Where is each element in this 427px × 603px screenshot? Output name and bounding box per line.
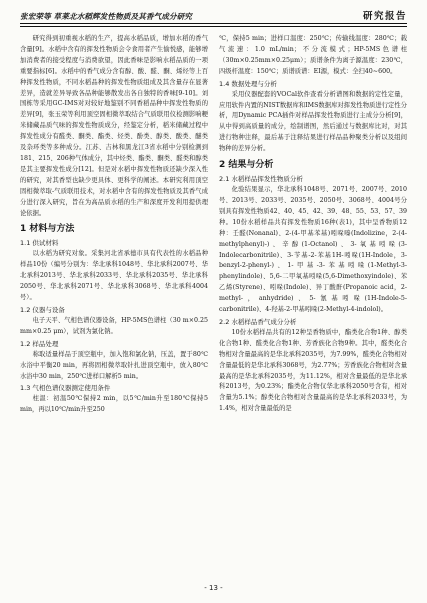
subsection-2-2-text: 10份水稻样品共有的12种呈香物质中，酯类化合物1种、醇类化合物1种、醛类化合物1种、芳香族化合物9种。其中，醛类化合物相对含量最高的是华北承科2035号，为7.99%，醛类化合物相对含量最低的是华北承科3068号，为2.77%；芳香族化合物相对含量最高的是华北承科2035号，为11.12%，相对含量最低的是华北承科2013号，为0.23%；酯类化合物仅华北承科2050号含有，相对含量为5.1%；醇类化合物相对含量最高的是华北承科2033号，为1.4%，相对含量最低的是: [219, 328, 407, 413]
subsection-2-1-text: 化验结果显示，华北承科1048号、2071号、2007号、2010号、2013号、2033号、2035号、2050号、3068号、4004号分别具有挥发性物质42、40、45、42、39、48、55、53、57、39种。10份水稻样品共有挥发性物质16种(表1)，其中呈香物质12种：壬醛(Nonanal)、2-(4-甲基苯基)吲哚嗪(Indolizine，2-(4-methylphenyl)-)、辛醇(1-Octanol)、3-氧基吲哚(3-Indolecarbonitrile)、3-苄基-2-苯基1H-吲哚(1H-Indole，3-benzyl-2-phenyl-)、1-甲基-3-苯基吲哚(1-Methyl-3-phenylindole)、5,6-二甲氧基吲哚(5,6-Dimethoxyindole)、苯乙烯(Styrene)、吲哚(Indole)、异丁酸酐(Propanoic acid，2-methyl-，anhydride)、5-氰基吲哚(1H-Indole-5-carbonitrile)、4-羟基-2-甲基吲哚(2-Methyl-4-indolol)。: [219, 186, 407, 314]
intro-paragraph: 研究得到初重视水稻的生产，提高水稻品质，增加水稻的香气含量[9]。水稻中含有的挥发性物质会令食用者产生愉悦感，能够增加消费者的接受程度与消费欲望，因此香味是影响水稻品质的一项重要指标[6]。水稻中的香气成分含有醇、酸、醛、酮、烯烃等上百种挥发性物质，不同水稻品种的挥发性物质组成及其含量存在显著差异，造就差异导致各品种能够散发出各自独特的香味[9-10]。刘国栋等采用GC-IMS对对较好地鉴别不同香稻品种中挥发性物质的差异[9]，张玉荣等利用顶空固相微萃取结合气质联用仪检测影响粳米储藏品质气味的挥发性物质成分，经鉴定分析，稻米储藏过程中挥发性成分有醛类、酮类、酯类、烃类、酚类、醇类、酸类、醚类及杂环类等多种成分。江苏、吉林和黑龙江3省水稻中分别检测到181、215、206种气体成分，其中烃类、酯类、酮类、醛类和醇类是其主要挥发性成分[12]。但是对水稻中挥发性物质还缺少深入性的研究，对其香型也缺少更具体、更科学的阐述。本研究利用顶空固相微萃取-气质联用技术，对水稻中含有的挥发性物质及其香气成分进行深入研究，旨在为高品质水稻的生产和深度开发利用提供理论依据。: [20, 35, 208, 217]
subsection-1-4-heading: 1.4 数据处理与分析: [219, 79, 277, 88]
subsection-1-1-heading: 1.1 供试材料: [20, 239, 59, 248]
right-column: [219, 34, 407, 415]
page-number: - 13 -: [204, 584, 223, 592]
subsection-2-1-heading: 2.1 水稻样品挥发性物质分析: [219, 175, 303, 184]
subsection-1-3-heading: 1.3 气相色谱仪器测定使用条件: [20, 384, 111, 393]
running-header: [20, 8, 407, 22]
section-1-heading: 1 材料与方法: [20, 224, 75, 235]
subsection-sample-text: 称取适量样品于顶空瓶中，加入饱和氯化钠，压盖，置于80℃水浴中平衡20 min，再将固相微萃取针扎进顶空瓶中，放入80℃水浴中30 min，250℃进样口解析5 min。: [20, 350, 208, 380]
subsection-1-1-text: 以水稻为研究对象。采集河北省承德市具有代表性的水稻品种样品10份（编号分别为：华北承科1048号、华北承科2007号、华北承科2013号、华北承科2033号、华北承科2035号、华北承科2050号、华北承科2071号、华北承科3068号、华北承科4004号）。: [20, 250, 208, 302]
header-rule-thin: [20, 26, 407, 27]
header-rule-thick: [20, 23, 407, 24]
left-column: [20, 34, 208, 416]
section-tag: 研究报告: [362, 11, 407, 22]
subsection-1-3-text: 柱温：初温50℃保持2 min，以5℃/min升至180℃保持5 min，再以10℃/min升至250: [20, 395, 208, 414]
subsection-2-2-heading: 2.2 水稻样品香气成分分析: [219, 317, 297, 326]
continued-text: ℃，保持5 min；进样口温度：250℃；传输线温度：280℃；载气流速：1.0 mL/min；不分流模式；HP-5MS色谱柱（30m×0.25mm×0.25μm）；质谱条件为离子源温度：230℃，四级杆温度：150℃；质谱质谱：EI源，模式：全扫40~600。: [219, 35, 407, 75]
subsection-1-2-text: 电子天平、气相色谱仪器设备，HP-5MS色谱柱（30 m×0.25 mm×0.25 μm），试剂为氯化钠。: [20, 316, 208, 335]
section-2-heading: 2 结果与分析: [219, 160, 274, 171]
subsection-sample-heading: 1.2 样品处理: [20, 339, 59, 348]
subsection-1-4-text: 采用仪器配套的VOCal软件查看分析谱图和数据的定性定量，应用软件内置的NIST数据库和IMS数据库对挥发性物质进行定性分析，用Dynamic PCA插件对样品挥发性物质进行主成分分析[9]，从中得到高质量的成分，绘制谱图，然后通过与数据库比对，对其进行物种注释，最后基于注释结果进行样品品种聚类分析以及组间物种的差异分析。: [219, 90, 407, 153]
subsection-1-2-heading: 1.2 仪器与设备: [20, 305, 65, 314]
running-title: 张宏荣等 草莱北水稻辉发性物质及其香气成分研究: [20, 12, 193, 21]
